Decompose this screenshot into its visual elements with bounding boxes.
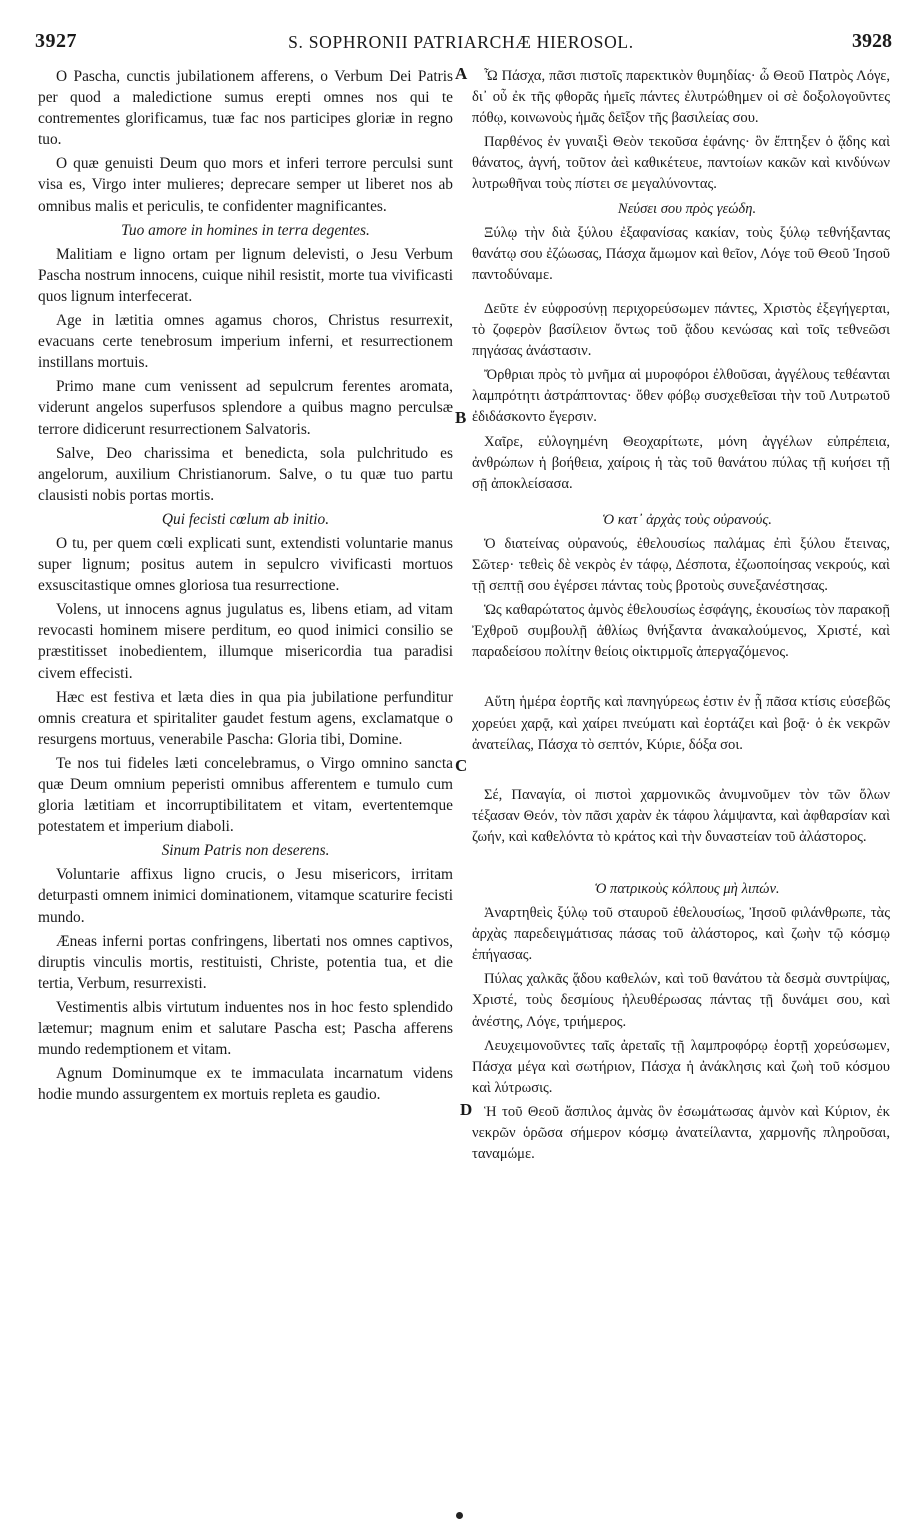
paragraph: Ξύλῳ τὴν διὰ ξύλου ἐξαφανίσας κακίαν, τοὺς ξύλῳ τεθνήξαντας θανάτῳ σου ἐζώωσας, Πάσχα ἄμωμον καὶ θεῖον, Λόγε τοῦ Θεοῦ Ἰησοῦ παντοδύναμε. [472, 224, 890, 283]
paragraph: Salve, Deo charissima et benedicta, sola pulchritudo es angelorum, auxilium Christianorum. Salve, o tu quæ tuo partu clausisti nobis portas mortis. [38, 444, 453, 504]
paragraph: Æneas inferni portas confringens, libertati nos omnes captivos, diruptis vinculis mortis, restituisti, Christe, potentia tua, et die tertia, Verbum, resurrexisti. [38, 932, 453, 992]
spacer [472, 759, 890, 785]
page-number-right: 3928 [852, 30, 892, 52]
paragraph: Πύλας χαλκᾶς ᾅδου καθελών, καὶ τοῦ θανάτου τὰ δεσμὰ συντρίψας, Χριστέ, τοὺς δεσμίους ἠλευθέρωσας πάντας τῇ δυνάμει σου, καὶ ἀνέστης, Λόγε, τριήμερος. [472, 971, 890, 1030]
paragraph: Ἀναρτηθεὶς ξύλῳ τοῦ σταυροῦ ἐθελουσίως, Ἰησοῦ φιλάνθρωπε, τὰς ἀρχὰς παρεδειγμάτισας πάσας τοῦ ἀλάστορος, καὶ ζωὴν τῷ κόσμῳ ἐπήγασας. [472, 905, 890, 964]
paragraph: O Pascha, cunctis jubilationem afferens, o Verbum Dei Patris per quod a maledictione sumus erepti omnes nos qui te contrementes glorificamus, tuæ fac nos participes gloriæ in regno tuo. [38, 68, 453, 149]
paragraph: Σέ, Παναγία, οἱ πιστοὶ χαρμονικῶς ἀνυμνοῦμεν τὸν τῶν ὅλων τέξασαν Θεόν, τὸν πᾶσι χαρὰν ἐκ τάφου λάμψαντα, καὶ ἀφθαρσίαν καὶ ζωήν, καὶ καθελόντα τὸ κράτος καὶ τὴν δυναστείαν τοῦ ἀλάστορος. [472, 786, 890, 845]
hymn-heading: Ὁ κατ᾽ ἀρχὰς τοὺς οὐρανούς. [602, 511, 772, 528]
spacer [472, 851, 890, 877]
paragraph: Hæc est festiva et læta dies in qua pia jubilatione perfunditur omnis creatura et spiritaliter gaudet festum agens, exclamatque o resurgens mortuus, venerabile Pascha: Gloria tibi, Domine. [38, 688, 453, 748]
paragraph: Age in lætitia omnes agamus choros, Christus resurrexit, evacuans certe tenebrosum imperium inferni, et resurrectionem instillans mortuis. [38, 312, 453, 372]
paragraph: Ἡ τοῦ Θεοῦ ἄσπιλος ἀμνὰς ὃν ἐσωμάτωσας ἀμνὸν καὶ Κύριον, ἐκ νεκρῶν ὁρῶσα σήμερον κόσμῳ ἀνατείλαντα, χαρμονῆς πληροῦσαι, ταναμώμε. [472, 1103, 890, 1163]
paragraph: Ὁ διατείνας οὐρανούς, ἐθελουσίως παλάμας ἐπὶ ξύλου ἔτεινας, Σῶτερ· τεθεὶς δὲ νεκρὸς ἐν τάφῳ, Δέσποτα, ἐζωοποίησας νεκρούς, καὶ τῇ σεπτῇ σου ἐγέρσει πάντας τοὺς βροτοὺς συνεξανέστησας. [472, 535, 890, 595]
paragraph: Παρθένος ἐν γυναιξὶ Θεὸν τεκοῦσα ἐφάνης· ὃν ἔπτηξεν ὁ ᾅδης καὶ θάνατος, ἁγνή, τοῦτον ἀεὶ καθικέτευε, παντοίων κακῶν καὶ κινδύνων λυτρωθῆναι τοὺς πίστει σε μεγαλύνοντας. [472, 134, 890, 193]
greek-column [472, 66, 890, 1168]
paragraph: Ὄρθριαι πρὸς τὸ μνῆμα αἱ μυροφόροι ἐλθοῦσαι, ἀγγέλους τεθέανται λαμπρότητι ἀστράπτοντας· ὅθεν φόβῳ συσχεθεῖσαι τὴν τοῦ Λυτρωτοῦ ἐδιδάσκοντο ἔγερσιν. [472, 367, 890, 426]
running-header [0, 30, 922, 60]
hymn-heading: Sinum Patris non deserens. [161, 842, 330, 860]
paragraph: Vestimentis albis virtutum induentes nos in hoc festo splendido lætemur; magnum enim et salutare Pascha est; Pascha afferens mundo redemptionem et vitam. [38, 998, 453, 1059]
paragraph: Te nos tui fideles læti concelebramus, o Virgo omnino sancta quæ Deum omnium peperisti omnibus afferentem e tumulo cum gloria lætitiam et incorruptibilitatem et vitam, evertentemque potestatem et imperium diaboli. [38, 754, 453, 836]
paragraph: Primo mane cum venissent ad sepulcrum ferentes aromata, viderunt angelos superfusos splendore a quibus magno perculsæ terrore didicerunt resurrectionem Salvatoris. [38, 378, 453, 438]
hymn-heading: Ὁ πατρικοὺς κόλπους μὴ λιπών. [594, 881, 780, 897]
hymn-heading: Νεύσει σου πρὸς γεώδη. [617, 200, 757, 217]
paragraph: Ὡς καθαρώτατος ἀμνὸς ἐθελουσίως ἐσφάγης, ἑκουσίως τὸν παρακοῇ Ἐχθροῦ συμβουλῇ ἀθλίως θνήξαντα ἀνακαλούμενος, Χριστέ, καὶ παραδείσου πολίτην θείοις οἰκτιρμοῖς ἀπεργαζόμενος. [472, 602, 890, 661]
margin-letter-b: B [455, 408, 467, 427]
paragraph: Agnum Dominumque ex te immaculata incarnatum videns hodie mundo assurgentem ex mortuis repleta es gaudio. [38, 1065, 453, 1104]
page-number-left: 3927 [35, 30, 77, 52]
hymn-heading: Tuo amore in homines in terra degentes. [121, 221, 370, 239]
margin-letter-c: C [455, 756, 468, 775]
paragraph: Χαῖρε, εὐλογημένη Θεοχαρίτωτε, μόνη ἀγγέλων εὐπρέπεια, ἀνθρώπων ἡ βοήθεια, χαίροις ἡ τὰς τοῦ θανάτου πύλας τῇ κυήσει τῇ σῇ ἀποκλείσασα. [472, 433, 890, 492]
paragraph: O tu, per quem cœli explicati sunt, extendisti voluntarie manus super lignum; positus autem in sepulcro vivificasti mortuos exsuscitastique omnes gloriosa tua resurrectione. [38, 534, 453, 595]
paragraph: Ὦ Πάσχα, πᾶσι πιστοῖς παρεκτικὸν θυμηδίας· ὦ Θεοῦ Πατρὸς Λόγε, δι᾽ οὗ ἐκ τῆς φθορᾶς ἡμεῖς πάντες ἐλυτρώθημεν οἱ σὲ δοξολογοῦντες πόθῳ, κοινωνοὺς ἡμᾶς δεῖξον τῆς βασιλείας σου. [472, 68, 890, 127]
paragraph: Λευχειμονοῦντες ταῖς ἀρεταῖς τῇ λαμπροφόρῳ ἑορτῇ χορεύσωμεν, Πάσχα μέγα καὶ σωτήριον, Πάσχα ἡ ἀνάκλησις καὶ ζωὴ τοῦ κόσμου καὶ λύτρωσις. [472, 1037, 890, 1096]
page-title: S. SOPHRONII PATRIARCHÆ HIEROSOL. [288, 32, 634, 52]
margin-letter-d: D [460, 1100, 473, 1119]
page-dot [456, 1512, 463, 1519]
paragraph: Volens, ut innocens agnus jugulatus es, libens etiam, ad vitam revocasti hominem misere perditum, eo quod inimici consilio se præstitisset inobedientem, illumque misericordia tua paradisi civem effecisti. [38, 601, 453, 682]
paragraph: Malitiam e ligno ortam per lignum delevisti, o Jesu Verbum Pascha nostrum innocens, cuique nihil resistit, morte tua vivificasti quos lignum interfecerat. [38, 245, 453, 305]
margin-letter-a: A [455, 64, 468, 83]
paragraph: Voluntarie affixus ligno crucis, o Jesu misericors, irritam deturpasti omnem inimici dominationem, vitamque scaturire fecisti mundo. [38, 866, 453, 926]
spacer [472, 498, 890, 508]
spacer [472, 289, 890, 299]
paragraph: Αὕτη ἡμέρα ἑορτῆς καὶ πανηγύρεως ἐστιν ἐν ᾗ πᾶσα κτίσις εὐσεβῶς χορεύει χαρᾷ, καὶ χαίρει πνεύματι καὶ ἑορτάζει καὶ βοᾷ· ὁ ἐκ νεκρῶν ἀνατείλας, Πάσχα τὸ σεπτόν, Κύριε, δόξα σοι. [472, 694, 890, 753]
spacer [472, 666, 890, 692]
hymn-heading: Qui fecisti cœlum ab initio. [161, 510, 330, 528]
paragraph: O quæ genuisti Deum quo mors et inferi terrore perculsi sunt visa es, Virgo inter mulieres; deprecare semper ut liberet nos ab omnibus malis et periculis, te confidenter magnificantes. [38, 155, 453, 215]
latin-column [38, 66, 453, 1108]
paragraph: Δεῦτε ἐν εὐφροσύνῃ περιχορεύσωμεν πάντες, Χριστὸς ἐξεγήγερται, τὸ ζοφερὸν βασίλειον ὄντως τοῦ ᾅδου κενώσας καὶ τοῖς τεθνεῶσι πηγάσας ἀνάστασιν. [472, 300, 890, 360]
